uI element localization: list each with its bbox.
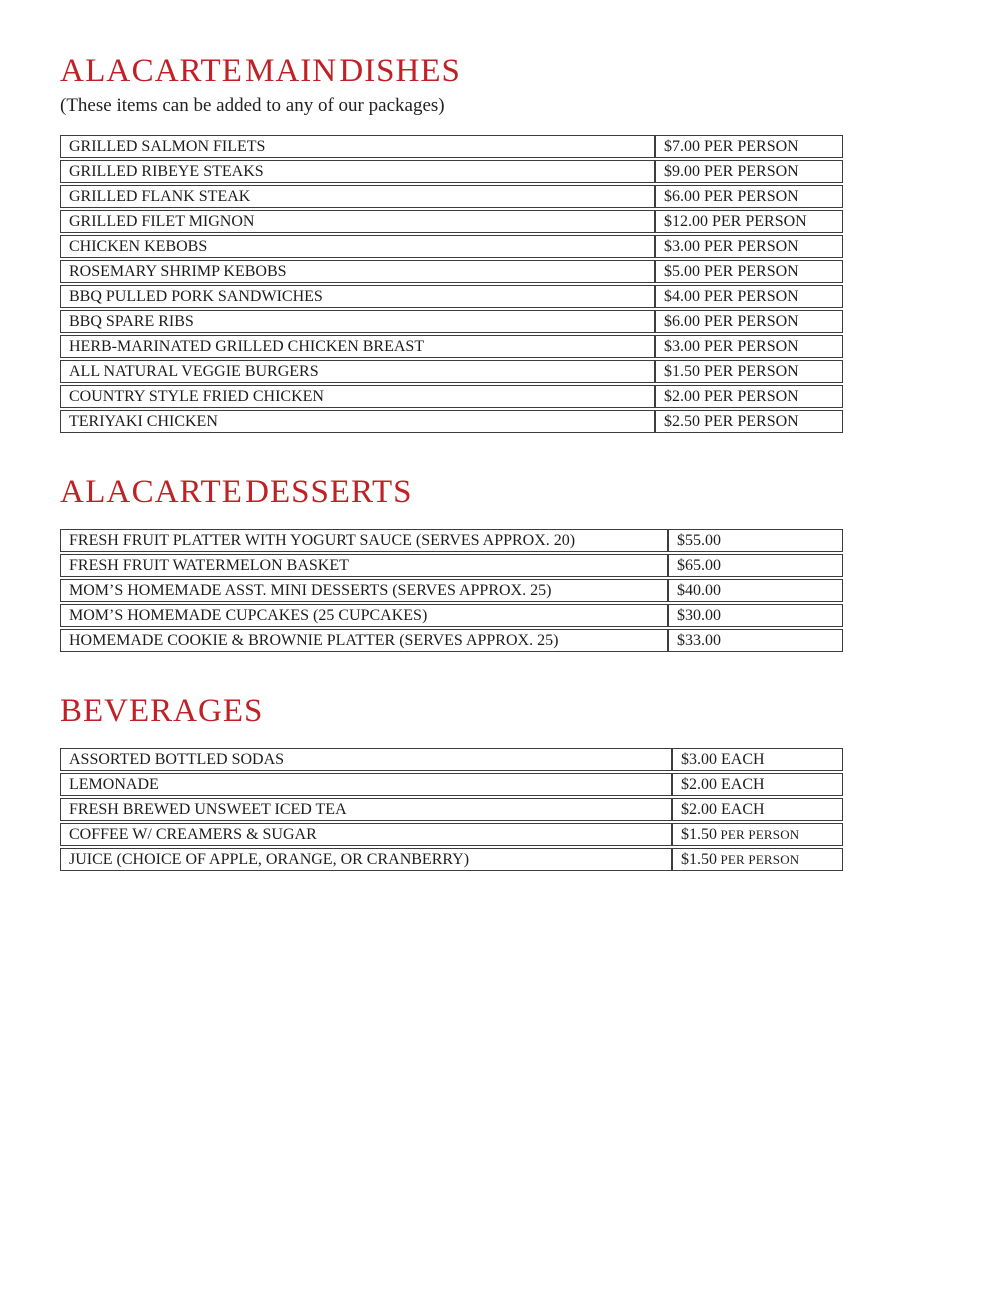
item-name-cell: COFFEE W/ CREAMERS & SUGAR [60,823,672,846]
table-row [60,310,843,333]
item-name-cell: GRILLED FLANK STEAK [60,185,655,208]
table-row [60,773,843,796]
section-title-desserts: A LA CARTE DESSERTS [60,474,413,510]
price-cell: $7.00 PER PERSON [655,135,843,158]
table-row [60,185,843,208]
price-cell: $30.00 [668,604,843,627]
section-desserts [60,473,1000,654]
price-cell: $33.00 [668,629,843,652]
main-dishes-table [60,133,843,435]
item-name-cell: FRESH FRUIT WATERMELON BASKET [60,554,668,577]
table-row [60,748,843,771]
price-cell: $2.00 PER PERSON [655,385,843,408]
beverages-table [60,746,843,873]
table-row [60,629,843,652]
table-row [60,360,843,383]
price-unit: PER PERSON [717,852,800,867]
table-row [60,385,843,408]
price-cell: $2.50 PER PERSON [655,410,843,433]
price-unit: PER PERSON [717,827,800,842]
price-cell: $6.00 PER PERSON [655,185,843,208]
section-title-beverages: BEVERAGES [60,693,264,729]
price-cell: $3.00 PER PERSON [655,235,843,258]
desserts-table [60,527,843,654]
item-name-cell: BBQ SPARE RIBS [60,310,655,333]
table-row [60,135,843,158]
price-cell: $55.00 [668,529,843,552]
table-row [60,798,843,821]
table-row [60,235,843,258]
table-row [60,579,843,602]
item-name-cell: COUNTRY STYLE FRIED CHICKEN [60,385,655,408]
price-cell: $40.00 [668,579,843,602]
table-row [60,260,843,283]
price-cell: $5.00 PER PERSON [655,260,843,283]
section-beverages [60,692,1000,873]
price-cell: $1.50 PER PERSON [655,360,843,383]
price-cell: $2.00 EACH [672,798,843,821]
item-name-cell: ASSORTED BOTTLED SODAS [60,748,672,771]
item-name-cell: ROSEMARY SHRIMP KEBOBS [60,260,655,283]
item-name-cell: TERIYAKI CHICKEN [60,410,655,433]
item-name-cell: JUICE (CHOICE OF APPLE, ORANGE, OR CRANBERRY) [60,848,672,871]
price-cell: $1.50 PER PERSON [672,823,843,846]
item-name-cell: ALL NATURAL VEGGIE BURGERS [60,360,655,383]
section-main-dishes [60,52,1000,435]
table-row [60,335,843,358]
price-cell: $65.00 [668,554,843,577]
table-row [60,160,843,183]
item-name-cell: MOM’S HOMEMADE ASST. MINI DESSERTS (SERVES APPROX. 25) [60,579,668,602]
item-name-cell: FRESH FRUIT PLATTER WITH YOGURT SAUCE (SERVES APPROX. 20) [60,529,668,552]
section-title-main-dishes: A LA CARTE MAIN DISHES [60,53,461,89]
item-name-cell: GRILLED FILET MIGNON [60,210,655,233]
price-cell: $9.00 PER PERSON [655,160,843,183]
item-name-cell: BBQ PULLED PORK SANDWICHES [60,285,655,308]
item-name-cell: FRESH BREWED UNSWEET ICED TEA [60,798,672,821]
section-subtitle-main-dishes: (These items can be added to any of our packages) [60,95,445,116]
table-row [60,285,843,308]
item-name-cell: HOMEMADE COOKIE & BROWNIE PLATTER (SERVES APPROX. 25) [60,629,668,652]
price-cell: $3.00 PER PERSON [655,335,843,358]
item-name-cell: GRILLED SALMON FILETS [60,135,655,158]
table-row [60,410,843,433]
item-name-cell: MOM’S HOMEMADE CUPCAKES (25 CUPCAKES) [60,604,668,627]
table-row [60,604,843,627]
table-row [60,554,843,577]
item-name-cell: CHICKEN KEBOBS [60,235,655,258]
table-row [60,529,843,552]
price-cell: $1.50 PER PERSON [672,848,843,871]
price-cell: $4.00 PER PERSON [655,285,843,308]
item-name-cell: HERB-MARINATED GRILLED CHICKEN BREAST [60,335,655,358]
price-cell: $6.00 PER PERSON [655,310,843,333]
table-row [60,848,843,871]
table-row [60,210,843,233]
price-cell: $2.00 EACH [672,773,843,796]
table-row [60,823,843,846]
price-cell: $12.00 PER PERSON [655,210,843,233]
item-name-cell: GRILLED RIBEYE STEAKS [60,160,655,183]
price-cell: $3.00 EACH [672,748,843,771]
item-name-cell: LEMONADE [60,773,672,796]
